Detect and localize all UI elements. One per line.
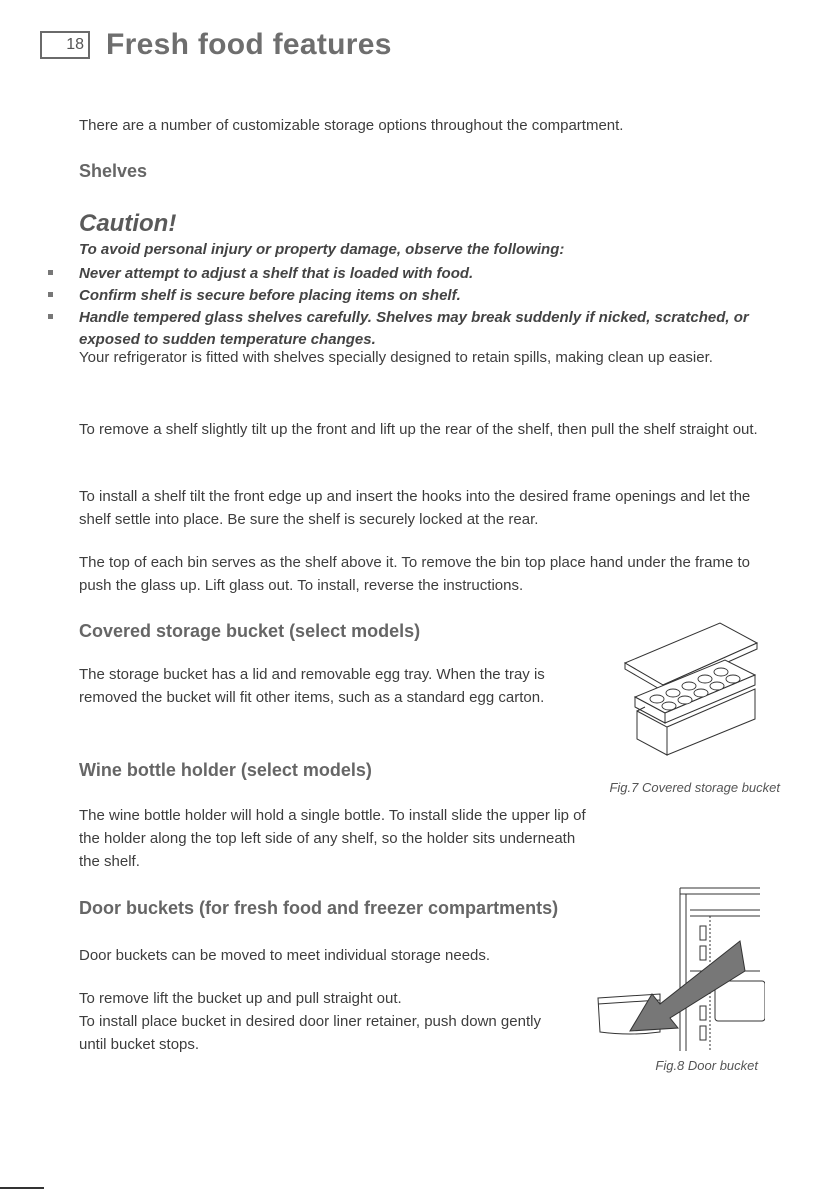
page-number: 18 xyxy=(40,31,90,59)
fig8-caption: Fig.8 Door bucket xyxy=(655,1058,758,1073)
shelves-paragraph: Your refrigerator is fitted with shelves specially designed to retain spills, making clean up easier. xyxy=(79,349,713,366)
door-buckets-remove-text: To remove lift the bucket up and pull straight out. xyxy=(79,990,402,1007)
shelves-heading: Shelves xyxy=(79,161,148,181)
page-title: Fresh food features xyxy=(106,28,392,61)
caution-item: Confirm shelf is secure before placing items on shelf. xyxy=(40,285,785,307)
page-header xyxy=(40,28,392,62)
shelves-paragraph: The top of each bin serves as the shelf above it. To remove the bin top place hand under the frame to push the glass up. Lift glass out. To install, reverse the instructions. xyxy=(79,554,750,594)
door-bucket-figure xyxy=(590,886,765,1056)
wine-holder-text: The wine bottle holder will hold a single bottle. To install slide the upper lip of the holder along the top left side of any shelf, so the holder sits underneath the shelf. xyxy=(79,807,586,870)
caution-item: Never attempt to adjust a shelf that is loaded with food. xyxy=(40,263,785,285)
covered-bucket-heading: Covered storage bucket (select models) xyxy=(79,621,421,641)
shelves-paragraph: To install a shelf tilt the front edge up and insert the hooks into the desired frame openings and let the shelf settle into place. Be sure the shelf is securely locked at the rear. xyxy=(79,488,751,528)
door-buckets-install-text: To install place bucket in desired door liner retainer, push down gently until bucket stops. xyxy=(79,1013,541,1053)
bullet-icon xyxy=(40,307,79,351)
covered-bucket-figure xyxy=(615,615,765,765)
caution-item: Handle tempered glass shelves carefully. Shelves may break suddenly if nicked, scratched, or exposed to sudden temperature changes. xyxy=(40,307,785,351)
door-buckets-heading: Door buckets (for fresh food and freezer compartments) xyxy=(79,898,559,918)
bullet-icon xyxy=(40,285,79,307)
wine-holder-heading: Wine bottle holder (select models) xyxy=(79,760,372,780)
caution-list xyxy=(40,263,785,351)
bullet-icon xyxy=(40,263,79,285)
caution-title: Caution! xyxy=(79,210,177,237)
door-buckets-text: Door buckets can be moved to meet individual storage needs. xyxy=(79,947,491,964)
covered-bucket-text: The storage bucket has a lid and removable egg tray. When the tray is removed the bucket will fit other items, such as a standard egg carton. xyxy=(79,666,545,706)
footer-rule xyxy=(0,1187,44,1189)
fig7-caption: Fig.7 Covered storage bucket xyxy=(609,780,780,795)
intro-text: There are a number of customizable storage options throughout the compartment. xyxy=(79,117,624,134)
caution-intro: To avoid personal injury or property damage, observe the following: xyxy=(79,241,565,258)
shelves-paragraph: To remove a shelf slightly tilt up the front and lift up the rear of the shelf, then pull the shelf straight out. xyxy=(79,421,758,438)
